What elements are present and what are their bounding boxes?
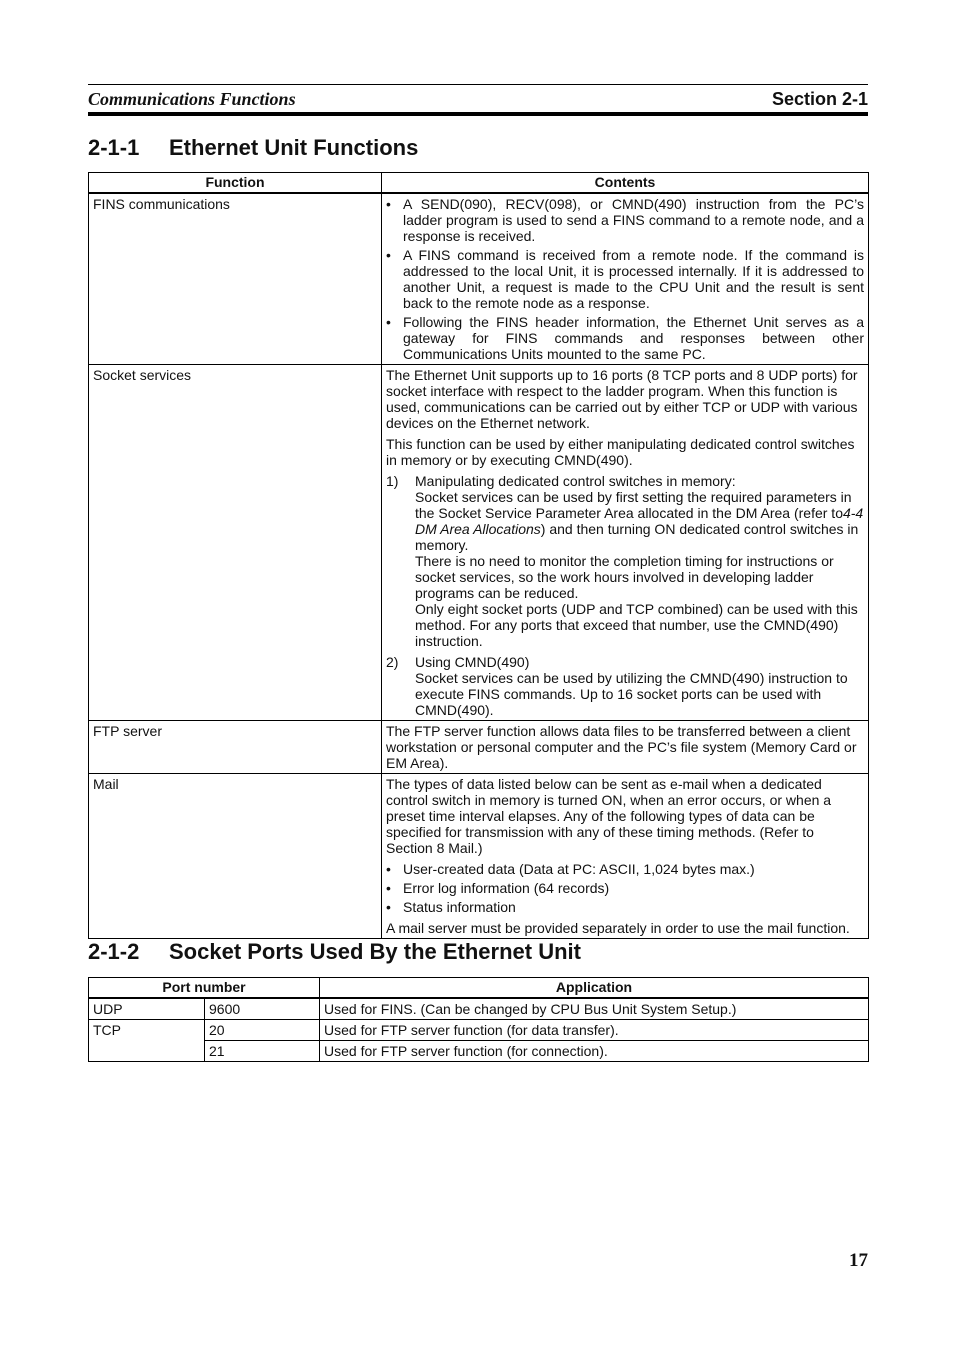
- section-title: Socket Ports Used By the Ethernet Unit: [169, 939, 581, 964]
- table-header-row: [89, 173, 869, 194]
- cell-function: FINS communications: [89, 193, 382, 365]
- table-row: [89, 998, 869, 1020]
- section-number: 2-1-2: [88, 939, 140, 964]
- cell-protocol: UDP: [89, 998, 205, 1020]
- numbered-item-2: [386, 654, 864, 718]
- section-heading-2-1-2: [88, 939, 581, 965]
- cell-contents: [382, 774, 869, 939]
- item-number: 1): [386, 473, 399, 489]
- list-item: • Following the FINS header information, the Ethernet Unit serves as a gateway for FINS commands and responses between other Communications Units mounted to the same PC.: [386, 314, 864, 362]
- section-number: 2-1-1: [88, 135, 140, 160]
- item-number: 2): [386, 654, 399, 670]
- item-line: [415, 489, 864, 553]
- section-heading-2-1-1: [88, 135, 418, 161]
- running-header: [88, 89, 868, 111]
- column-header-port-number: Port number: [89, 978, 320, 999]
- cell-function: FTP server: [89, 721, 382, 774]
- cell-application: Used for FINS. (Can be changed by CPU Bus Unit System Setup.): [320, 998, 869, 1020]
- cell-contents: [382, 193, 869, 365]
- item-text: Socket services can be used by first setting the required parameters in the Socket Service Parameter Area allocated in the DM Area (refer to: [415, 489, 852, 521]
- cell-port: 21: [205, 1041, 320, 1062]
- cell-port: 9600: [205, 998, 320, 1020]
- paragraph: This function can be used by either manipulating dedicated control switches in memory or by executing CMND(490).: [386, 436, 855, 468]
- table-row-fins: [89, 193, 869, 365]
- page-number: 17: [849, 1250, 868, 1271]
- cell-function: Mail: [89, 774, 382, 939]
- table-row-mail: [89, 774, 869, 939]
- item-line: Socket services can be used by utilizing the CMND(490) instruction to execute FINS commands. Up to 16 socket ports can be used with CMND(490).: [415, 670, 848, 718]
- column-header-function: Function: [89, 173, 382, 194]
- list-item: • Error log information (64 records): [386, 880, 864, 896]
- list-item: • Status information: [386, 899, 864, 915]
- table-row-socket: [89, 365, 869, 721]
- table-row: [89, 1041, 869, 1062]
- table-header-row: [89, 978, 869, 999]
- paragraph: The FTP server function allows data files to be transferred between a client workstation or personal computer and the PC’s file system (Memory Card or EM Area).: [386, 723, 857, 771]
- ethernet-functions-table: [88, 172, 869, 939]
- bullet-list: [386, 196, 864, 362]
- table-row-ftp: [89, 721, 869, 774]
- item-text: ) and then turning ON dedicated control switches in memory.: [415, 521, 859, 553]
- cell-protocol: TCP: [89, 1020, 205, 1062]
- header-section-label: Section 2-1: [771, 89, 868, 109]
- cell-port: 20: [205, 1020, 320, 1041]
- list-item: • A SEND(090), RECV(098), or CMND(490) instruction from the PC’s ladder program is used to send a FINS command to a remote node, and a response is received.: [386, 196, 864, 244]
- bullet-list: [386, 861, 864, 915]
- header-top-rule: [88, 84, 868, 85]
- item-line: Using CMND(490): [415, 654, 530, 670]
- cell-application: Used for FTP server function (for connection).: [320, 1041, 869, 1062]
- paragraph: A mail server must be provided separately in order to use the mail function.: [386, 920, 850, 936]
- table-row: [89, 1020, 869, 1041]
- header-bottom-rule: [88, 112, 868, 116]
- item-line: Only eight socket ports (UDP and TCP combined) can be used with this method. For any ports that exceed that number, use the CMND(490) instruction.: [415, 601, 858, 649]
- cross-reference: 4-4 DM Area Allocations: [415, 505, 864, 537]
- socket-ports-table: [88, 977, 869, 1062]
- cell-application: Used for FTP server function (for data transfer).: [320, 1020, 869, 1041]
- cell-contents: [382, 721, 869, 774]
- item-line: There is no need to monitor the completion timing for instructions or socket services, so the work hours involved in developing ladder programs can be reduced.: [415, 553, 834, 601]
- item-line: Manipulating dedicated control switches in memory:: [415, 473, 736, 489]
- column-header-application: Application: [320, 978, 869, 999]
- paragraph: The Ethernet Unit supports up to 16 ports (8 TCP ports and 8 UDP ports) for socket interface with respect to the ladder program. When this function is used, communications can be carried out by either TCP or UDP with various devices on the Ethernet network.: [386, 367, 858, 431]
- section-title: Ethernet Unit Functions: [169, 135, 419, 160]
- list-item: • User-created data (Data at PC: ASCII, 1,024 bytes max.): [386, 861, 864, 877]
- paragraph: The types of data listed below can be sent as e-mail when a dedicated control switch in memory is turned ON, when an error occurs, or when a preset time interval elapses. Any of the following types of data can be specified for transmission with any of these timing methods. (Refer to Section 8 Mail.): [386, 776, 832, 856]
- column-header-contents: Contents: [382, 173, 869, 194]
- numbered-item-1: [386, 473, 864, 649]
- list-item: • A FINS command is received from a remote node. If the command is addressed to the local Unit, it is processed internally. If it is addressed to another Unit, a request is made to the CPU Unit and the result is sent back to the remote node as a response.: [386, 247, 864, 311]
- cell-contents: [382, 365, 869, 721]
- cell-function: Socket services: [89, 365, 382, 721]
- header-chapter-title: Communications Functions: [88, 89, 296, 109]
